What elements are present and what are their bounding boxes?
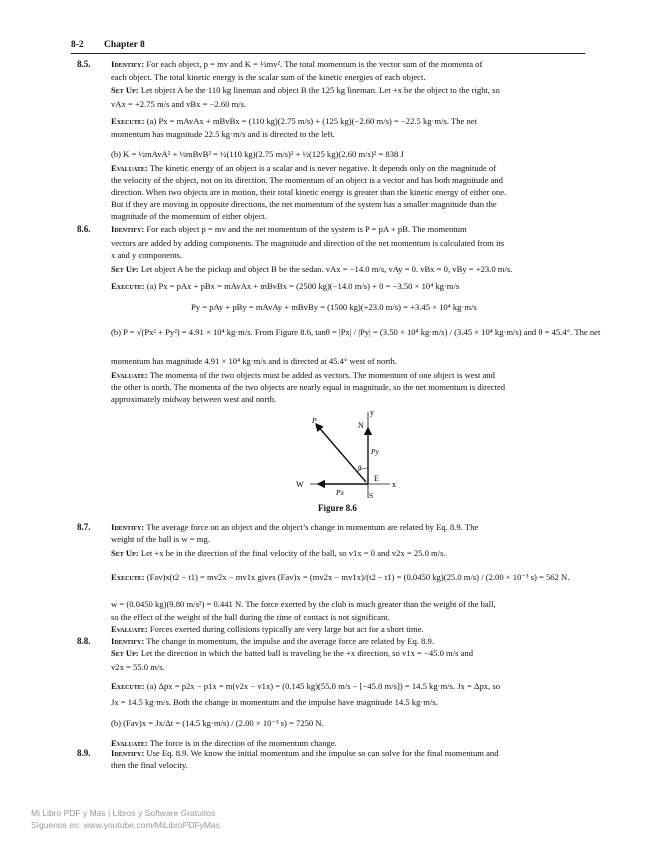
theta-label: θ — [358, 464, 362, 472]
solution-line: Set Up: Let object A be the 110 kg lineman and object B the 125 kg lineman. Let +x be the object to the right, so — [111, 85, 500, 95]
solution-line: Identify: Use Eq. 8.9. We know the initial momentum and the impulse so can solve for the final momentum and — [111, 748, 499, 758]
page-number: 8-2 — [71, 40, 84, 50]
north-label: N — [358, 421, 364, 430]
problem-number: 8.9. — [77, 748, 91, 758]
problem-number: 8.8. — [77, 636, 91, 646]
footer-line: Mi Libro PDF y Más | Libros y Software Gratuitos — [31, 808, 216, 818]
solution-line: Evaluate: The kinetic energy of an object is a scalar and is never negative. It depends only on the magnitude of — [111, 163, 497, 173]
solution-line: then the final velocity. — [111, 760, 188, 770]
solution-line: the velocity of the object, not on its direction. The momentum of an object is a vector and has both magnitude and — [111, 175, 503, 185]
solution-line: x and y components. — [111, 250, 183, 260]
problem-number: 8.7. — [77, 522, 91, 532]
solution-line: Identify: The average force on an object and the object’s change in momentum are related by Eq. 8.9. The — [111, 522, 479, 532]
solution-line: Set Up: Let +x be in the direction of the final velocity of the ball, so v1x = 0 and v2x = 25.0 m/s. — [111, 548, 446, 558]
solution-line: Identify: For each object p = mv and the net momentum of the system is P = pA + pB. The momentum — [111, 224, 467, 234]
problem-number: 8.5. — [77, 59, 91, 69]
momentum-vector-P — [316, 424, 366, 482]
footer-line: Síguenos en: www.youtube.com/MiLibroPDFyMas — [31, 820, 220, 830]
solution-line: approximately midway between west and north. — [111, 394, 277, 404]
solution-line: direction. When two objects are in motion, their total kinetic energy is greater than the kinetic energy of either one. — [111, 187, 507, 197]
solution-line: w = (0.0450 kg)(9.80 m/s²) = 0.441 N. The force exerted by the club is much greater than the weight of the ball, — [111, 599, 496, 609]
solution-line: (b) (Fav)x = Jx/Δt = (14.5 kg·m/s) / (2.00 × 10⁻³ s) = 7250 N. — [111, 718, 324, 728]
header-rule — [71, 53, 585, 54]
south-label: S — [369, 491, 374, 500]
solution-line: But if they are moving in opposite directions, the net momentum of the system has a smaller magnitude than the — [111, 199, 497, 209]
solution-line: Identify: The change in momentum, the impulse and the average force are related by Eq. 8.9. — [111, 636, 434, 646]
west-label: W — [296, 480, 304, 489]
solution-line: Evaluate: Forces exerted during collisions typically are very large but act for a short time. — [111, 624, 424, 634]
solution-line: each object. The total kinetic energy is the scalar sum of the kinetic energies of each object. — [111, 72, 426, 82]
solution-line: Execute: (Fav)x(t2 − t1) = mv2x − mv1x gives (Fav)x = (mv2x − mv1x)/(t2 − t1) = (0.0450 kg)(25.0 m/s) / (2.00 × 10⁻³ s) = 562 N. — [111, 572, 570, 582]
solution-line: Evaluate: The force is in the direction of the momentum change. — [111, 738, 337, 748]
solution-line: so the effect of the weight of the ball during the time of contact is not significant. — [111, 612, 390, 622]
solution-line: Execute: (a) Px = mAvAx + mBvBx = (110 kg)(2.75 m/s) + (125 kg)(−2.60 m/s) = −22.5 kg·m/s. The net — [111, 116, 477, 126]
solution-line: (b) P = √(Px² + Py²) = 4.91 × 10⁴ kg·m/s. From Figure 8.6, tanθ = |Px| / |Py| = (3.50 × 10⁴ kg·m/s) / (3.45 × 10⁴ kg·m/s) and θ = 45.4°. The net — [111, 327, 601, 337]
solution-line: Identify: For each object, p = mv and K = ½mv². The total momentum is the vector sum of the momenta of — [111, 59, 483, 69]
solution-line: v2x = 55.0 m/s. — [111, 662, 165, 672]
Py-label: Py — [371, 447, 379, 456]
P-label: P — [312, 416, 317, 425]
problem-number: 8.6. — [77, 224, 91, 234]
solution-line: Jx = 14.5 kg·m/s. Both the change in momentum and the impulse have magnitude 14.5 kg·m/s. — [111, 697, 438, 707]
solution-line: (b) K = ½mAvA² + ½mBvB² = ½(110 kg)(2.75 m/s)² + ½(125 kg)(2.60 m/s)² = 838 J — [111, 149, 404, 159]
solution-line: vectors are added by adding components. The magnitude and direction of the net momentum is calculated from its — [111, 238, 505, 248]
solution-line: Set Up: Let the direction in which the batted ball is traveling be the +x direction, so v1x = −45.0 m/s and — [111, 648, 474, 658]
east-label: E — [374, 474, 379, 483]
solution-line: the other is north. The momenta of the two objects are nearly equal in magnitude, so the net momentum is directed — [111, 382, 506, 392]
solution-line: magnitude of the momentum of either object. — [111, 211, 267, 221]
solution-line: Evaluate: The momenta of the two objects must be added as vectors. The momentum of one object is west and — [111, 370, 495, 380]
y-axis-label: y — [370, 408, 374, 417]
solution-line: momentum has magnitude 22.5 kg·m/s and is directed to the left. — [111, 129, 335, 139]
chapter-title: Chapter 8 — [104, 40, 145, 50]
figure-caption: Figure 8.6 — [318, 503, 357, 513]
solution-line: Execute: (a) Δpx = p2x − p1x = m(v2x − v1x) = (0.145 kg)(55.0 m/s − [−45.0 m/s]) = 14.5 kg·m/s. Jx = Δpx, so — [111, 681, 501, 691]
solution-line: momentum has magnitude 4.91 × 10⁴ kg·m/s and is directed at 45.4° west of north. — [111, 356, 397, 366]
Px-label: Px — [336, 488, 344, 497]
solution-line: Set Up: Let object A be the pickup and object B be the sedan. vAx = −14.0 m/s, vAy = 0. vBx = 0, vBy = +23.0 m/s. — [111, 264, 513, 274]
solution-line: vAx = +2.75 m/s and vBx = −2.60 m/s. — [111, 99, 247, 109]
solution-line: Execute: (a) Px = pAx + pBx = mAvAx + mBvBx = (2500 kg)(−14.0 m/s) + 0 = −3.50 × 10⁴ kg·m/s — [111, 281, 460, 291]
solution-line: Py = pAy + pBy = mAvAy + mBvBy = (1500 kg)(+23.0 m/s) = +3.45 × 10⁴ kg·m/s — [191, 302, 477, 312]
x-axis-label: x — [392, 480, 396, 489]
figure-8-6 — [290, 408, 400, 502]
solution-line: weight of the ball is w = mg. — [111, 534, 210, 544]
page-header — [71, 40, 145, 51]
